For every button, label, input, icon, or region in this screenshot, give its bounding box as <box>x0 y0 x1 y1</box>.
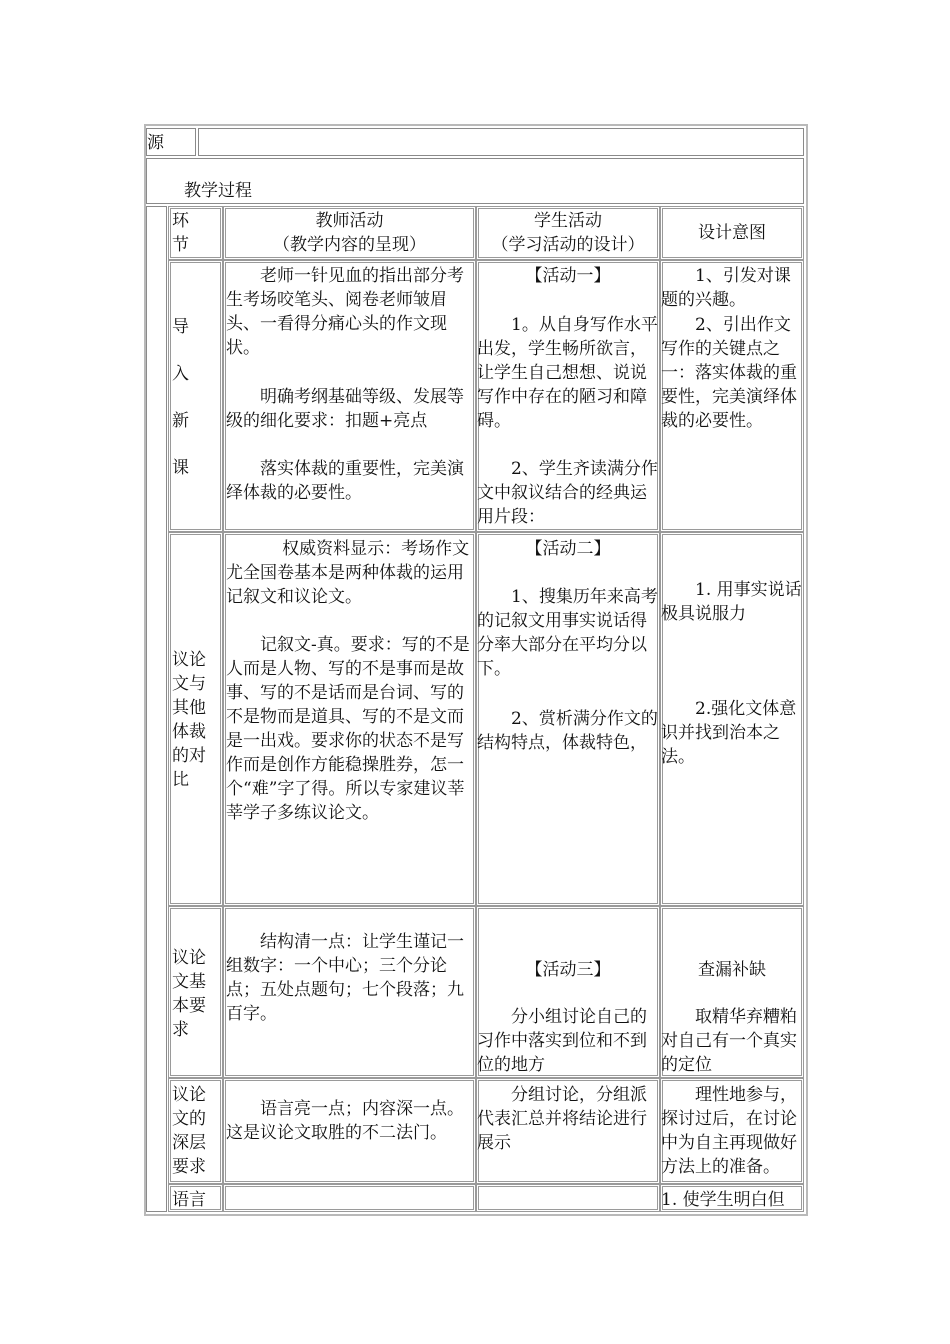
row1-intent-p2: 2、引出作文写作的关键点之一：落实体裁的重要性，完美演绎体裁的必要性。 <box>661 315 797 431</box>
row1-stage-4: 课 <box>172 458 189 478</box>
row5-intent-p1: 1. 使学生明白但 <box>661 1190 785 1210</box>
row4-stage-2: 文的 <box>172 1109 206 1129</box>
row4-teacher-p1: 语言亮一点；内容深一点。这是议论文取胜的不二法门。 <box>226 1099 464 1143</box>
row4-student-p1: 分组讨论，分组派代表汇总并将结论进行展示 <box>477 1085 647 1153</box>
row2-stage-5: 的对 <box>172 746 206 766</box>
row1-student-p1: 1。从自身写作水平出发，学生畅所欲言，让学生自己想想、说说写作中存在的陋习和障碍。 <box>477 315 658 431</box>
header-teacher-1: 教师活动 <box>315 211 384 231</box>
row1-teacher-p2: 明确考纲基础等级、发展等级的细化要求：扣题+亮点 <box>226 387 464 431</box>
source-label: 源 <box>147 133 164 153</box>
row4-stage-3: 深层 <box>172 1133 206 1153</box>
left-margin-column <box>146 206 167 1212</box>
row3-student-p1: 分小组讨论自己的习作中落实到位和不到位的地方 <box>477 1007 647 1075</box>
row1-intent-p1: 1、引发对课题的兴趣。 <box>661 266 791 310</box>
row5-student-cell <box>476 1184 660 1212</box>
row3-stage-2: 文基 <box>172 972 206 992</box>
header-teacher-2: （教学内容的呈现） <box>273 235 426 255</box>
row3-stage-3: 本要 <box>172 996 206 1016</box>
header-stage-1: 环 <box>172 211 189 231</box>
row1-student-p2: 2、学生齐读满分作文中叙议结合的经典运用片段： <box>477 459 658 527</box>
row2-student-p1: 1、搜集历年来高考的记叙文用事实说话得分率大部分在平均分以下。 <box>477 587 658 679</box>
row2-teacher-p1: 权威资料显示：考场作文尤全国卷基本是两种体裁的运用记叙文和议论文。 <box>226 539 470 607</box>
row1-stage-cell <box>168 260 223 532</box>
row3-intent-p1: 查漏补缺 <box>698 960 766 980</box>
row2-stage-4: 体裁 <box>172 722 206 742</box>
row1-stage-1: 导 <box>172 317 189 337</box>
row2-intent-p2: 2.强化文体意识并找到治本之法。 <box>661 699 797 767</box>
header-student-2: （学习活动的设计） <box>491 235 645 255</box>
row1-stage-2: 入 <box>172 364 189 384</box>
row2-student-p2: 2、赏析满分作文的结构特点，体裁特色， <box>477 709 658 753</box>
row2-student-title: 【活动二】 <box>525 539 611 559</box>
row2-stage-2: 文与 <box>172 674 206 694</box>
row1-teacher-p3: 落实体裁的重要性，完美演绎体裁的必要性。 <box>226 459 464 503</box>
row2-teacher-p2: 记叙文-真。要求：写的不是人而是人物、写的不是事而是故事、写的不是话而是台词、写的不是物而是道具、写的不是文而是一出戏。要求你的状态不是写作而是创作方能稳操胜券，怎一个“难”字了得。所以专家建议莘莘学子多练议论文。 <box>226 635 470 823</box>
header-intent: 设计意图 <box>698 223 766 243</box>
row4-stage-1: 议论 <box>172 1085 206 1105</box>
row2-stage-3: 其他 <box>172 698 206 718</box>
source-value-cell <box>198 128 804 156</box>
row2-intent-p1: 1. 用事实说话极具说服力 <box>661 580 802 624</box>
row3-teacher-p1: 结构清一点：让学生谨记一组数字：一个中心；三个分论点；五处点题句；七个段落；九百字。 <box>226 932 464 1024</box>
row1-student-title: 【活动一】 <box>525 266 611 286</box>
row4-intent-p1: 理性地参与，探讨过后，在讨论中为自主再现做好方法上的准备。 <box>661 1085 797 1177</box>
row5-stage-1: 语言 <box>172 1190 206 1210</box>
row3-intent-p2: 取精华弃糟粕对自己有一个真实的定位 <box>661 1007 797 1075</box>
row2-stage-6: 比 <box>172 770 189 790</box>
header-stage-2: 节 <box>172 235 189 255</box>
section-title: 教学过程 <box>184 181 252 201</box>
row5-teacher-cell <box>223 1184 476 1212</box>
header-student-1: 学生活动 <box>534 211 602 231</box>
row1-teacher-p1: 老师一针见血的指出部分考生考场咬笔头、阅卷老师皱眉头、一看得分痛心头的作文现状。 <box>226 266 464 358</box>
row3-student-title: 【活动三】 <box>525 960 611 980</box>
row2-stage-1: 议论 <box>172 650 206 670</box>
row3-stage-1: 议论 <box>172 948 206 968</box>
row3-stage-4: 求 <box>172 1020 189 1040</box>
row1-stage-3: 新 <box>172 411 189 431</box>
row4-stage-4: 要求 <box>172 1157 206 1177</box>
